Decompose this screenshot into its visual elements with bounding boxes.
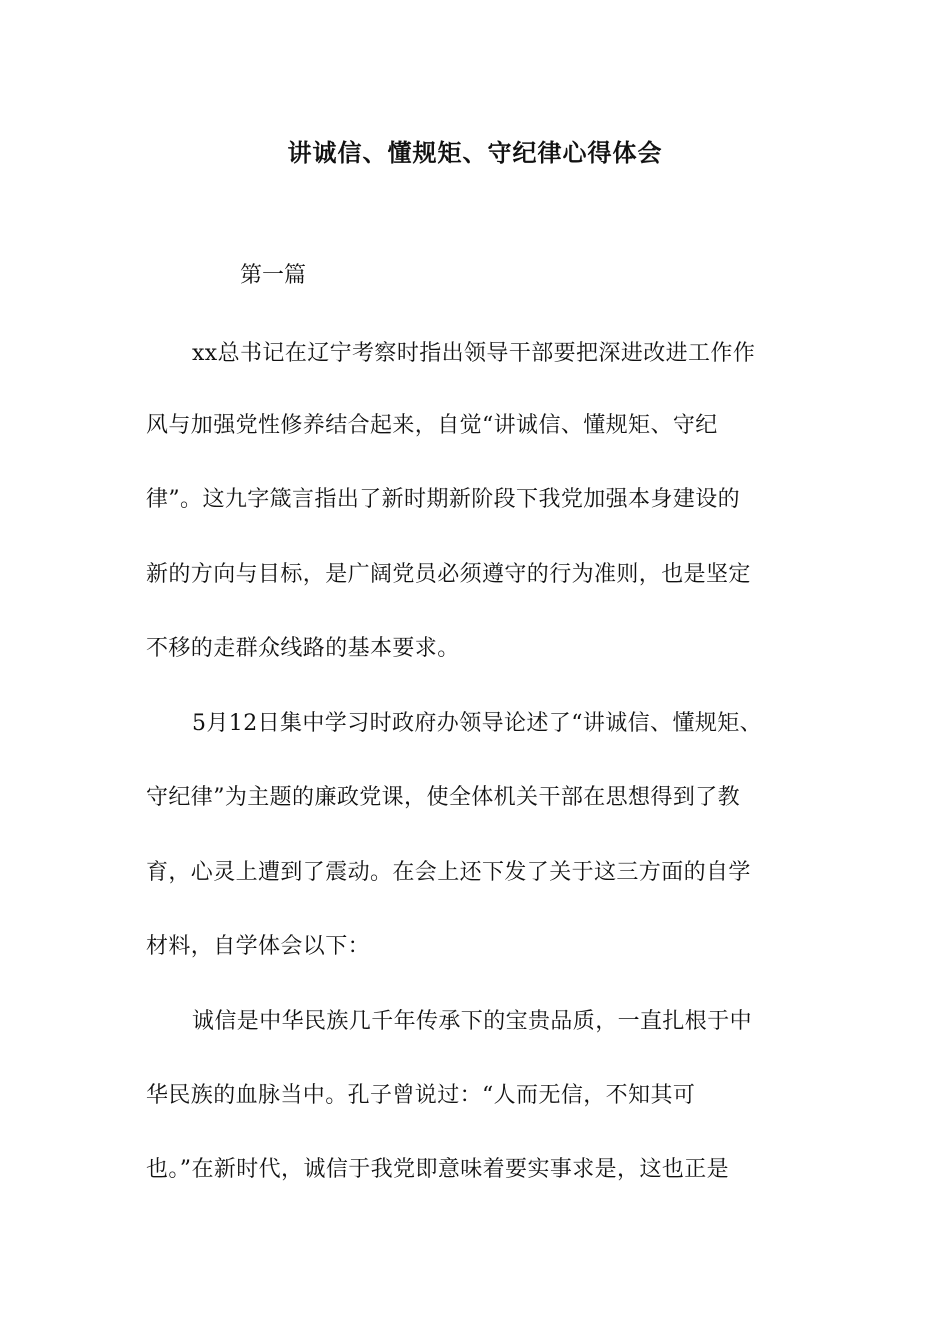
paragraph-1-line-4: 新的方向与目标，是广阔党员必须遵守的行为准则，也是坚定: [146, 562, 751, 587]
paragraph-3-line-2: 华民族的血脉当中。孔子曾说过：“人而无信，不知其可: [146, 1083, 696, 1108]
paragraph-2-line-2: 守纪律”为主题的廉政党课，使全体机关干部在思想得到了教: [146, 785, 741, 810]
paragraph-3-line-3: 也。”在新时代，诚信于我党即意味着要实事求是，这也正是: [146, 1157, 730, 1182]
document-body: [146, 0, 806, 1344]
document-title: 讲诚信、懂规矩、守纪律心得体会: [287, 138, 663, 167]
paragraph-1-line-5: 不移的走群众线路的基本要求。: [146, 636, 460, 661]
paragraph-1-line-2: 风与加强党性修养结合起来，自觉“讲诚信、懂规矩、守纪: [146, 413, 718, 438]
paragraph-3-line-1: 诚信是中华民族几千年传承下的宝贵品质，一直扎根于中: [192, 1009, 753, 1034]
paragraph-2-line-4: 材料，自学体会以下：: [146, 934, 371, 959]
paragraph-2-line-3: 育，心灵上遭到了震动。在会上还下发了关于这三方面的自学: [146, 860, 751, 885]
paragraph-1-line-1: xx总书记在辽宁考察时指出领导干部要把深进改进工作作: [192, 341, 756, 366]
section-label: 第一篇: [240, 263, 307, 288]
paragraph-2-line-1: 5月12日集中学习时政府办领导论述了“讲诚信、懂规矩、: [192, 711, 763, 736]
paragraph-1-line-3: 律”。这九字箴言指出了新时期新阶段下我党加强本身建设的: [146, 487, 741, 512]
